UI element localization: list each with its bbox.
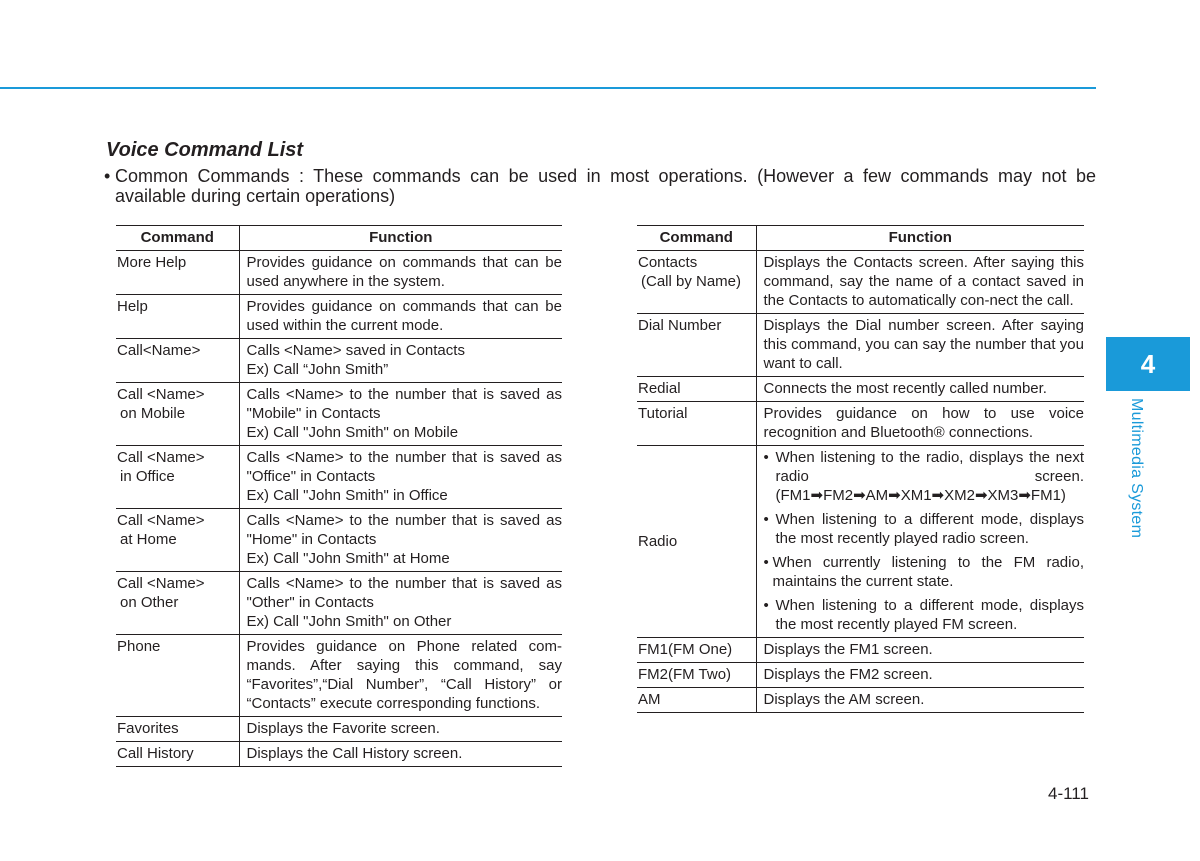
function-cell (239, 572, 562, 635)
command-cell (637, 377, 756, 402)
function-cell (756, 402, 1084, 446)
function-cell (239, 383, 562, 446)
command-text: Call <Name> (117, 449, 205, 466)
function-cell (239, 251, 562, 295)
table-row (116, 572, 562, 635)
command-cell (637, 688, 756, 713)
function-cell (239, 635, 562, 717)
function-text: Displays the FM2 screen. (763, 666, 933, 683)
intro-text: Common Commands : These commands can be used in most operations. (However a few commands may not be available during certain operations) (115, 166, 1096, 206)
function-cell (756, 446, 1084, 638)
table-row (116, 742, 562, 767)
table-row (637, 688, 1084, 713)
function-text: Ex) Call “John Smith” (246, 361, 389, 378)
function-cell (239, 446, 562, 509)
command-text: on Mobile (120, 405, 186, 422)
command-cell (116, 509, 239, 572)
command-text: Redial (638, 380, 681, 397)
function-cell (756, 251, 1084, 314)
intro-paragraph (104, 166, 1096, 206)
function-text: Displays the Contacts screen. After saying this command, say the name of a contact saved in the Contacts to automatically con-nect the call. (763, 254, 1084, 309)
table-row (116, 339, 562, 383)
command-text: Contacts (638, 254, 698, 271)
function-text: Displays the Favorite screen. (246, 720, 440, 737)
command-table-left (116, 225, 562, 767)
table-row (116, 383, 562, 446)
function-cell (756, 663, 1084, 688)
function-text: Provides guidance on how to use voice recognition and Bluetooth® connections. (763, 405, 1084, 441)
command-text: on Other (120, 594, 179, 611)
function-text: Provides guidance on Phone related com-mands. After saying this command, say “Favorites”,“Dial Number”, “Call History” or “Contacts” execute corresponding functions. (246, 638, 562, 712)
radio-bullet: • When listening to a different mode, displays the most recently played radio screen. (763, 511, 1084, 547)
command-cell (116, 339, 239, 383)
function-text: Calls <Name> to the number that is saved as "Office" in Contacts (246, 449, 562, 485)
function-text: Calls <Name> to the number that is saved as "Mobile" in Contacts (246, 386, 562, 422)
function-text: Calls <Name> to the number that is saved as "Home" in Contacts (246, 512, 562, 548)
table-row (116, 251, 562, 295)
column-header-function: Function (756, 226, 1084, 251)
page-number: 4-111 (1048, 784, 1089, 803)
command-cell (116, 295, 239, 339)
command-text: Call<Name> (117, 342, 201, 359)
function-text: Provides guidance on commands that can be used anywhere in the system. (246, 254, 562, 290)
function-text: Displays the FM1 screen. (763, 641, 933, 658)
function-text: Provides guidance on commands that can be used within the current mode. (246, 298, 562, 334)
command-text: AM (638, 691, 661, 708)
command-cell (116, 635, 239, 717)
command-cell (116, 717, 239, 742)
column-header-command: Command (116, 226, 239, 251)
radio-bullet: • When listening to a different mode, displays the most recently played FM screen. (763, 597, 1084, 633)
table-header-row (637, 226, 1084, 251)
table-row (116, 509, 562, 572)
command-text: Phone (117, 638, 161, 655)
table-row (637, 638, 1084, 663)
command-text: Call History (117, 745, 194, 762)
column-header-function: Function (239, 226, 562, 251)
table-row (637, 251, 1084, 314)
command-cell (637, 663, 756, 688)
radio-bullet: • When listening to the radio, displays the next radio screen. (FM1➡FM2➡AM➡XM1➡XM2➡XM3➡FM1) (763, 449, 1084, 504)
table-row (637, 402, 1084, 446)
function-cell (756, 377, 1084, 402)
function-cell (239, 295, 562, 339)
function-text: Displays the AM screen. (763, 691, 925, 708)
table-row (116, 446, 562, 509)
command-text: Dial Number (638, 317, 722, 334)
command-text: Call <Name> (117, 512, 205, 529)
command-text: More Help (117, 254, 187, 271)
command-text: Call <Name> (117, 386, 205, 403)
table-header-row (116, 226, 562, 251)
table-row (116, 635, 562, 717)
command-text: Help (117, 298, 148, 315)
command-cell (116, 446, 239, 509)
table-row-radio (637, 446, 1084, 638)
function-text: Ex) Call "John Smith" on Other (246, 613, 452, 630)
function-text: Ex) Call "John Smith" at Home (246, 550, 450, 567)
table-row (637, 663, 1084, 688)
command-cell (637, 314, 756, 377)
column-header-command: Command (637, 226, 756, 251)
function-text: Displays the Dial number screen. After saying this command, you can say the number that you want to call. (763, 317, 1084, 372)
command-text: in Office (120, 468, 175, 485)
table-row (116, 295, 562, 339)
command-text: FM2(FM Two) (638, 666, 732, 683)
function-text: Ex) Call "John Smith" in Office (246, 487, 448, 504)
function-cell (239, 742, 562, 767)
function-text: Calls <Name> to the number that is saved as "Other" in Contacts (246, 575, 562, 611)
command-text: Tutorial (638, 405, 688, 422)
table-row (637, 377, 1084, 402)
function-cell (239, 509, 562, 572)
command-cell (637, 638, 756, 663)
table-row (116, 717, 562, 742)
section-title: Voice Command List (106, 139, 304, 161)
function-text: Displays the Call History screen. (246, 745, 463, 762)
chapter-label: Multimedia System (1128, 398, 1145, 539)
table-row (637, 314, 1084, 377)
command-text: (Call by Name) (641, 273, 742, 290)
header-rule (0, 87, 1096, 89)
command-text: Call <Name> (117, 575, 205, 592)
command-cell (637, 402, 756, 446)
command-text: Favorites (117, 720, 179, 737)
function-text: Ex) Call "John Smith" on Mobile (246, 424, 459, 441)
command-cell (116, 383, 239, 446)
command-cell (116, 742, 239, 767)
function-cell (239, 717, 562, 742)
function-text: Calls <Name> saved in Contacts (246, 342, 465, 359)
function-cell (756, 688, 1084, 713)
command-text: FM1(FM One) (638, 641, 733, 658)
command-text: at Home (120, 531, 177, 548)
command-cell (116, 572, 239, 635)
command-cell (637, 251, 756, 314)
command-cell (116, 251, 239, 295)
function-cell (239, 339, 562, 383)
function-text: Connects the most recently called number. (763, 380, 1047, 397)
function-cell (756, 314, 1084, 377)
chapter-tab: 4 (1106, 337, 1190, 391)
command-cell: Radio (637, 446, 756, 638)
radio-bullet: • When currently listening to the FM radio, maintains the current state. (763, 554, 1084, 590)
intro-bullet: • (104, 166, 111, 186)
command-table-right (637, 225, 1084, 713)
function-cell (756, 638, 1084, 663)
